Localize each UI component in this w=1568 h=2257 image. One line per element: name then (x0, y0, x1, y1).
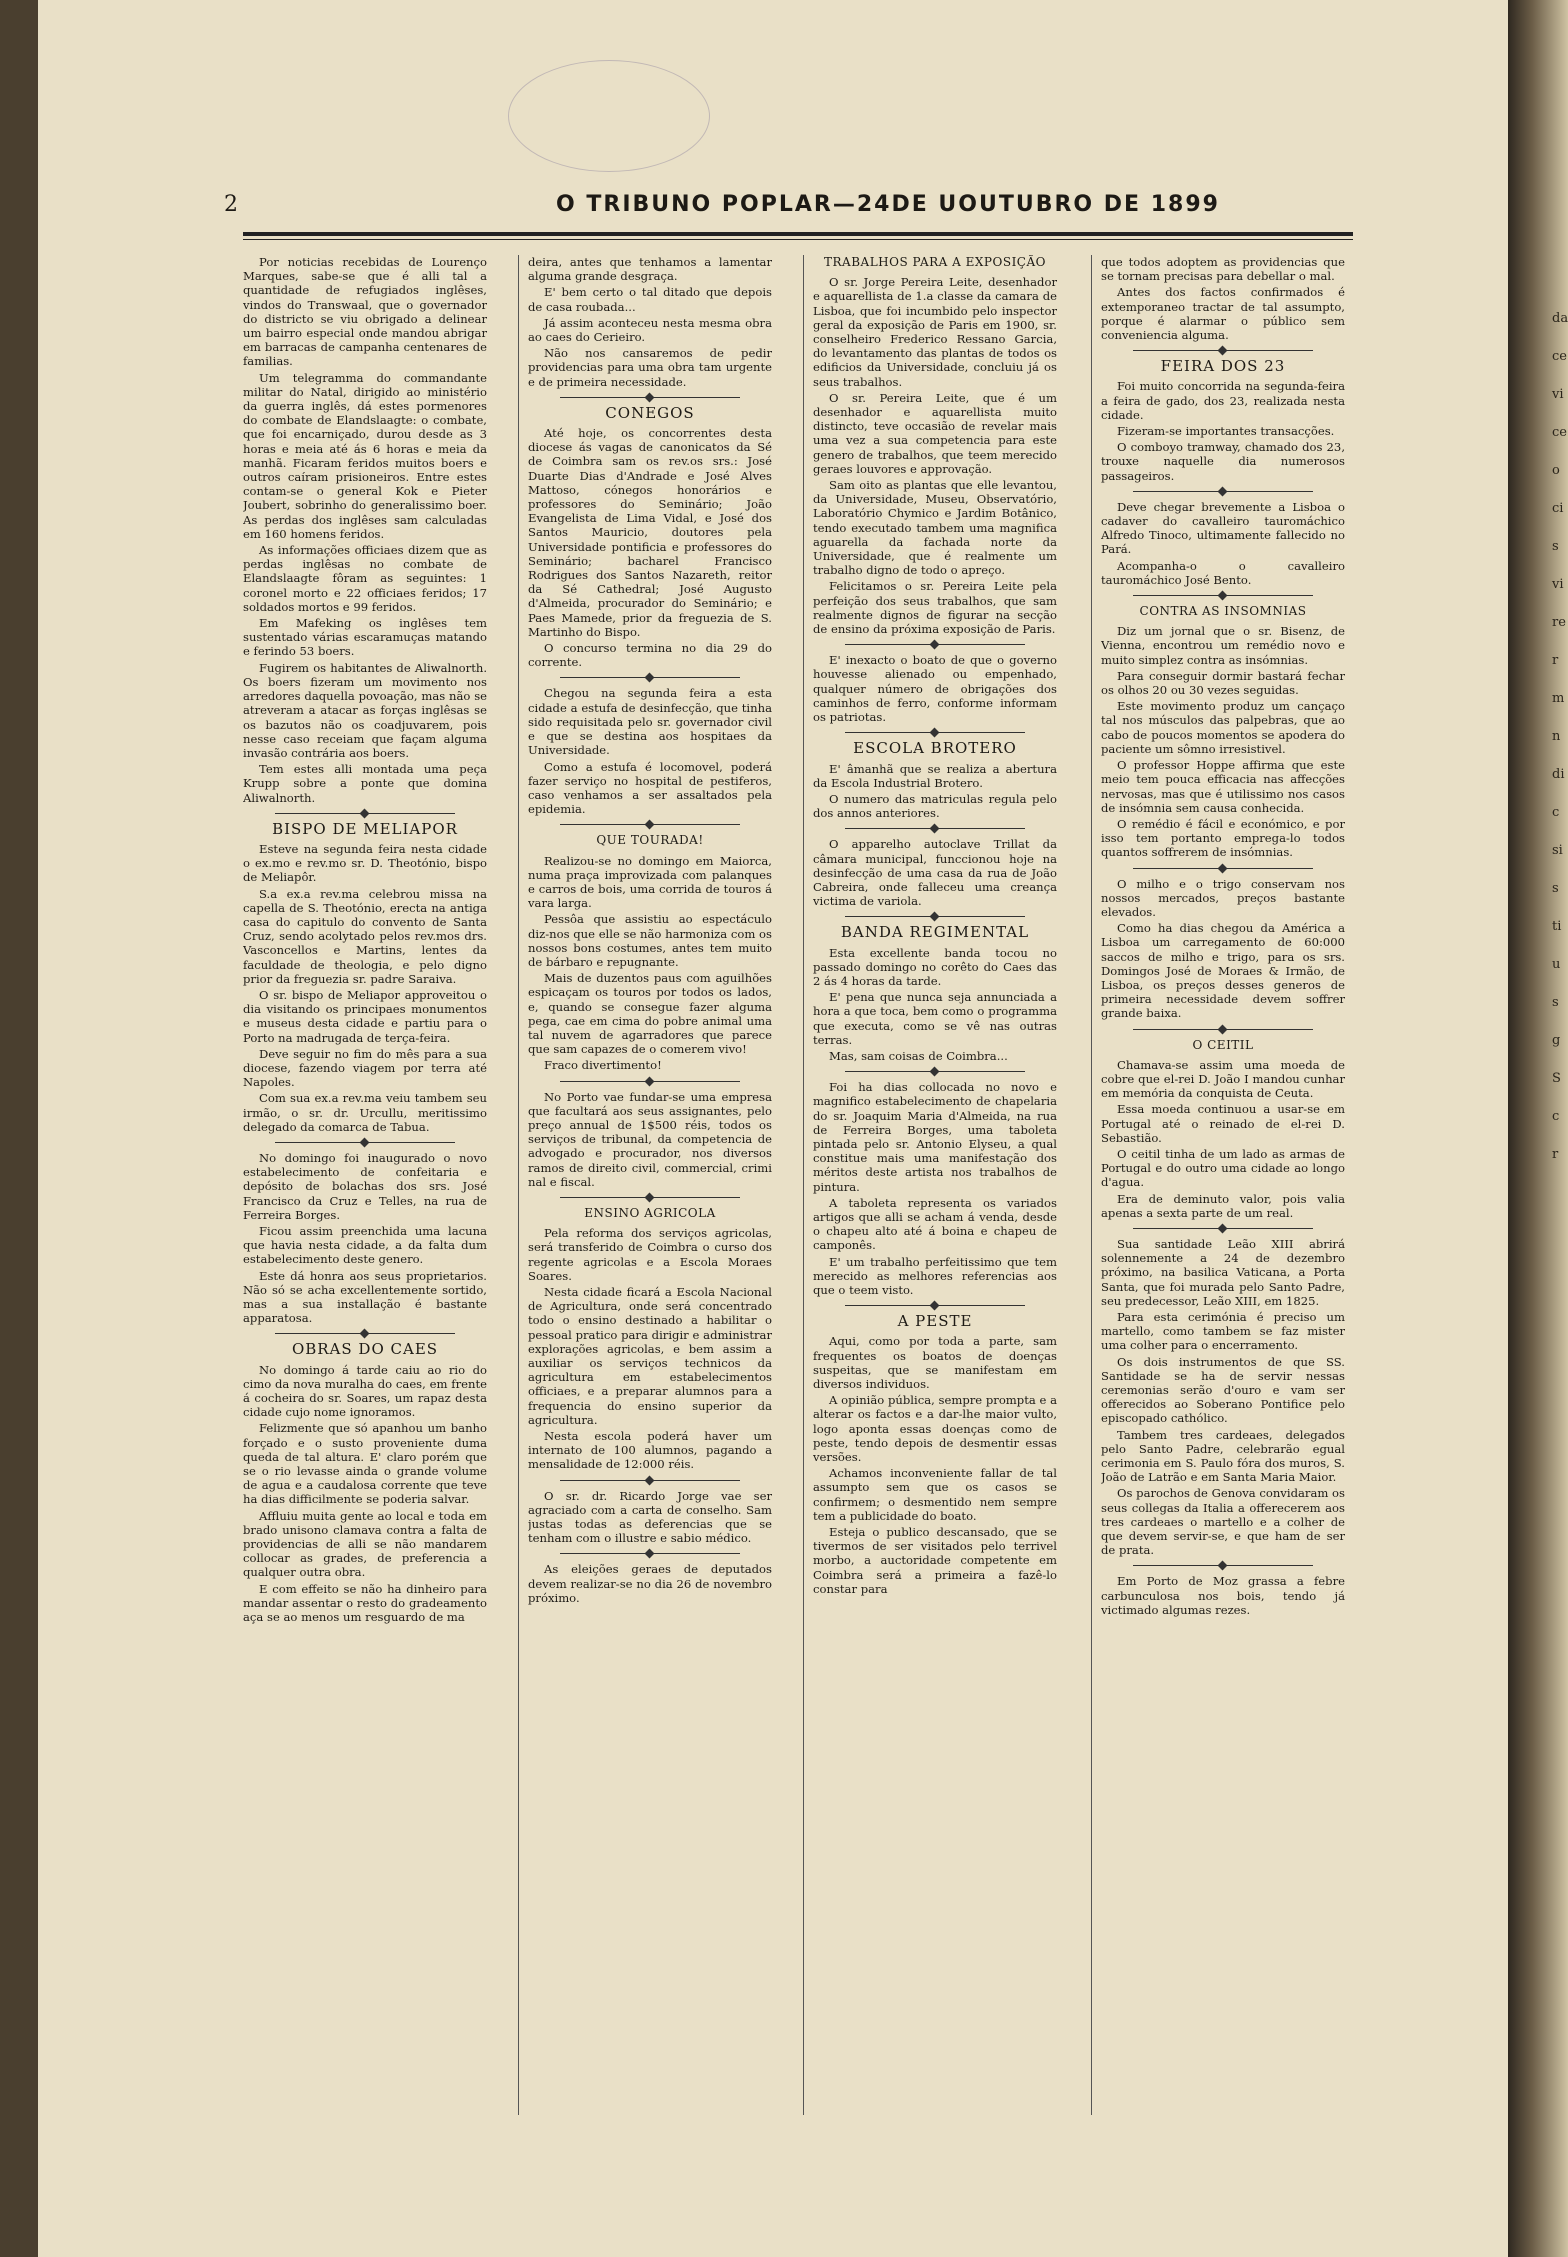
article-paragraph: O concurso termina no dia 29 do corrente. (528, 641, 772, 670)
article-paragraph: Affluiu muita gente ao local e toda em brado unisono clamava contra a falta de providencias de alli se não mandarem collocar as grades, de preferencia a qualquer outra obra. (243, 1508, 487, 1580)
article-paragraph: Os dois instrumentos de que SS. Santidade se ha de servir nessas ceremonias serão d'ouro e vam ser offerecidos ao Soberano Pontifice pelo episcopado cathólico. (1101, 1354, 1345, 1426)
article-paragraph: O remédio é fácil e económico, e por isso tem portanto emprega-lo todos quantos soffrerem de insómnias. (1101, 816, 1345, 860)
article-paragraph: Chamava-se assim uma moeda de cobre que el-rei D. João I mandou cunhar em memória da conquista de Ceuta. (1101, 1057, 1345, 1101)
article-paragraph: E com effeito se não ha dinheiro para mandar assentar o resto do gradeamento aça se ao menos um resguardo de ma (243, 1581, 487, 1625)
article-paragraph: Em Mafeking os inglêses tem sustentado várias escaramuças matando e ferindo 53 boers. (243, 616, 487, 659)
article-paragraph: Pela reforma dos serviços agricolas, será transferido de Coimbra o curso dos regente agricolas e a Escola Moraes Soares. (528, 1226, 772, 1283)
article-paragraph: Nesta cidade ficará a Escola Nacional de Agricultura, onde será concentrado todo o ensino destinado a habilitar o pessoal pratico para dirigir e administrar explorações agricolas, e bem assim a auxiliar os serviços technicos da agricultura em estabelecimentos officiaes, e a preparar alumnos para a frequencia do ensino superior da agricultura. (528, 1285, 772, 1427)
section-separator (560, 1197, 740, 1198)
section-heading: ENSINO AGRICOLA (584, 1205, 716, 1220)
article-paragraph: As eleições geraes de deputados devem realizar-se no dia 26 de novembro próximo. (528, 1562, 772, 1605)
article-paragraph: Ficou assim preenchida uma lacuna que havia nesta cidade, a da falta dum estabelecimento deste genero. (243, 1224, 487, 1267)
article-paragraph: A taboleta representa os variados artigos que alli se acham á venda, desde o chapeu alto até á boina e chapeu de camponês. (813, 1195, 1057, 1253)
article-paragraph: O sr. Pereira Leite, que é um desenhador e aquarellista muito distincto, teve occasião de revelar mais uma vez a sua competencia para este genero de trabalhos, que teem merecido geraes louvores e approvação. (813, 390, 1057, 476)
article-paragraph: O ceitil tinha de um lado as armas de Portugal e do outro uma cidade ao longo d'agua. (1101, 1146, 1345, 1190)
article-paragraph: Achamos inconveniente fallar de tal assumpto sem que os casos se confirmem; o desmentido nem sempre tem a publicidade do boato. (813, 1466, 1057, 1523)
article-paragraph: Deve chegar brevemente a Lisboa o cadaver do cavalleiro tauromáchico Alfredo Tinoco, ultimamente fallecido no Pará. (1101, 499, 1345, 557)
article-paragraph: Aqui, como por toda a parte, sam frequentes os boatos de doenças suspeitas, que se manifestam em diversos individuos. (813, 1334, 1057, 1392)
article-paragraph: O apparelho autoclave Trillat da câmara municipal, funccionou hoje na desinfecção de uma casa da rua de João Cabreira, onde falleceu uma creança victima de variola. (813, 837, 1057, 909)
section-heading: OBRAS DO CAES (291, 1340, 439, 1359)
section-separator (1133, 350, 1313, 351)
section-separator (845, 1071, 1025, 1072)
section-separator (1133, 1565, 1313, 1566)
article-paragraph: O sr. Jorge Pereira Leite, desenhador e aquarellista de 1.a classe da camara de Lisboa, que foi incumbido pelo inspector geral da exposição de Paris em 1900, sr. conselheiro Frederico Ressano Garcia, do levantamento das plantas de todos os edificios da Universidade, concluiu já os seus trabalhos. (813, 275, 1057, 389)
library-stamp (508, 60, 710, 172)
section-separator (845, 828, 1025, 829)
article-paragraph: E' inexacto o boato de que o governo houvesse alienado ou empenhado, qualquer número de obrigações dos caminhos de ferro, conforme informam os patriotas. (813, 653, 1057, 725)
article-paragraph: Acompanha-o o cavalleiro tauromáchico José Bento. (1101, 558, 1345, 587)
article-paragraph: O sr. dr. Ricardo Jorge vae ser agraciado com a carta de conselho. Sam justas todas as deferencias que se tenham com o illustre e sabio médico. (528, 1488, 772, 1546)
article-paragraph: Era de deminuto valor, pois valia apenas a sexta parte de um real. (1101, 1191, 1345, 1220)
section-separator (560, 1480, 740, 1481)
article-paragraph: O milho e o trigo conservam nos nossos mercados, preços bastante elevados. (1101, 876, 1345, 919)
section-separator (560, 677, 740, 678)
column-4 (1101, 255, 1345, 2125)
section-heading: A PESTE (897, 1312, 973, 1331)
section-heading: O CEITIL (1192, 1037, 1254, 1052)
article-paragraph: Tem estes alli montada uma peça Krupp sobre a ponte que domina Aliwalnorth. (243, 762, 487, 805)
article-paragraph: deira, antes que tenhamos a lamentar alguma grande desgraça. (528, 255, 772, 284)
section-separator (1133, 1029, 1313, 1030)
article-paragraph: Tambem tres cardeaes, delegados pelo Santo Padre, celebrarão egual cerimonia em S. Paulo fóra dos muros, S. João de Latrão e em Santa Maria Maior. (1101, 1427, 1345, 1485)
article-paragraph: Foi ha dias collocada no novo e magnifico estabelecimento de chapelaria do sr. Joaquim Maria d'Almeida, na rua de Ferreira Borges, uma taboleta pintada pelo sr. Antonio Elyseu, a qual constitue mais uma manifestação dos méritos deste artista nos trabalhos de pintura. (813, 1080, 1057, 1194)
article-paragraph: Essa moeda continuou a usar-se em Portugal até o reinado de el-rei D. Sebastião. (1101, 1102, 1345, 1145)
article-paragraph: Mas, sam coisas de Coimbra... (829, 1048, 1008, 1063)
article-paragraph: Foi muito concorrida na segunda-feira a feira de gado, dos 23, realizada nesta cidade. (1101, 379, 1345, 422)
column-3 (813, 255, 1057, 2125)
article-paragraph: Diz um jornal que o sr. Bisenz, de Vienna, encontrou um remédio novo e muito simplez contra as insómnias. (1101, 624, 1345, 667)
article-paragraph: Até hoje, os concorrentes desta diocese ás vagas de canonicatos da Sé de Coimbra sam os rev.os srs.: José Duarte Dias d'Andrade e José Alves Mattoso, cónegos honorários e professores do Seminário; João Evangelista de Lima Vidal, e José dos Santos Mauricio, doutores pela Universidade pontificia e professores do Seminário; bacharel Francisco Rodrigues dos Santos Nazareth, reitor da Sé Cathedral; José Augusto d'Almeida, procurador do Seminário; e Paes Mamede, prior da freguezia de S. Martinho do Bispo. (528, 426, 772, 639)
section-separator (1133, 595, 1313, 596)
page-number: 2 (224, 192, 238, 217)
article-paragraph: Antes dos factos confirmados é extemporaneo tractar de tal assumpto, porque é alarmar o público sem conveniencia alguma. (1101, 285, 1345, 343)
section-heading: QUE TOURADA! (596, 833, 704, 848)
article-paragraph: O sr. bispo de Meliapor approveitou o dia visitando os principaes monumentos e museus desta cidade e partiu para o Porto na madrugada de terça-feira. (243, 987, 487, 1045)
newspaper-title: O TRIBUNO POPLAR—24DE UOUTUBRO DE 1899 (556, 192, 1220, 217)
article-paragraph: O comboyo tramway, chamado dos 23, trouxe naquelle dia numerosos passageiros. (1101, 440, 1345, 483)
article-paragraph: Em Porto de Moz grassa a febre carbunculosa nos bois, tendo já victimado algumas rezes. (1101, 1574, 1345, 1617)
article-paragraph: No domingo á tarde caiu ao rio do cimo da nova muralha do caes, em frente á cocheira do sr. Soares, um rapaz desta cidade cujo nome ignoramos. (243, 1362, 487, 1420)
section-separator (845, 644, 1025, 645)
article-paragraph: No domingo foi inaugurado o novo estabelecimento de confeitaria e depósito de bolachas dos srs. José Francisco da Cruz e Telles, na rua de Ferreira Borges. (243, 1150, 487, 1222)
article-paragraph: Um telegramma do commandante militar do Natal, dirigido ao ministério da guerra inglês, dá estes pormenores do combate de Elandslaagte: o combate, que foi encarniçado, durou desde as 3 horas e meia até ás 6 horas e meia da manhã. Ficaram feridos muitos boers e outros caíram prisioneiros. Entre estes contam-se o general Kok e Pieter Joubert, sobrinho do generalissimo boer. As perdas dos inglêses sam calculadas em 160 homens feridos. (243, 370, 487, 541)
section-heading: CONTRA AS INSOMNIAS (1139, 604, 1307, 619)
section-separator (1133, 868, 1313, 869)
section-separator (275, 1333, 455, 1334)
column-divider (803, 255, 804, 2115)
article-paragraph: E' âmanhã que se realiza a abertura da Escola Industrial Brotero. (813, 761, 1057, 790)
adjacent-page-text: da ce vi ce o ci s vi re r m n di c si s ti u s g S c r (1552, 311, 1568, 1162)
article-paragraph: As informações officiaes dizem que as perdas inglêsas no combate de Elandslaagte fôram as seguintes: 1 coronel morto e 22 officiaes feridos; 17 soldados mortos e 99 feridos. (243, 543, 487, 614)
article-paragraph: Por noticias recebidas de Lourenço Marques, sabe-se que é alli tal a quantidade de refugiados inglêses, vindos do Transwaal, que o governador do districto se viu obrigado a delinear um bairro especial onde mandou abrigar em barracas de campanha centenares de familias. (243, 255, 487, 369)
section-separator (560, 397, 740, 398)
article-paragraph: S.a ex.a rev.ma celebrou missa na capella de S. Theotónio, erecta na antiga casa do capitulo do convento de Santa Cruz, sendo acolytado pelos rev.mos drs. Vasconcellos e Martins, lentes da faculdade de theologia, e pelo digno prior da freguezia sr. padre Saraiva. (243, 886, 487, 986)
article-paragraph: Esteja o publico descansado, que se tivermos de ser visitados pelo terrivel morbo, a auctoridade competente em Coimbra será a primeira a fazê-lo constar para (813, 1525, 1057, 1596)
article-paragraph: Já assim aconteceu nesta mesma obra ao caes do Cerieiro. (528, 315, 772, 345)
section-separator (845, 732, 1025, 733)
article-paragraph: Esta excellente banda tocou no passado domingo no corêto do Caes das 2 ás 4 horas da tarde. (813, 945, 1057, 988)
article-paragraph: Para conseguir dormir bastará fechar os olhos 20 ou 30 vezes seguidas. (1101, 668, 1345, 698)
article-paragraph: A opinião pública, sempre prompta e a alterar os factos e a dar-lhe maior vulto, logo aponta essas doenças como de peste, tendo depois de desmentir essas versões. (813, 1393, 1057, 1465)
section-heading: BANDA REGIMENTAL (840, 923, 1030, 942)
article-paragraph: Como ha dias chegou da América a Lisboa um carregamento de 60:000 saccos de milho e trigo, para os srs. Domingos José de Moraes & Irmão, de Lisboa, os preços desses generos de primeira necessidade devem soffrer grande baixa. (1101, 921, 1345, 1021)
section-heading: ESCOLA BROTERO (853, 739, 1017, 758)
article-paragraph: Nesta escola poderá haver um internato de 100 alumnos, pagando a mensalidade de 12:000 réis. (528, 1429, 772, 1472)
article-paragraph: E' pena que nunca seja annunciada a hora a que toca, bem como o programma que executa, como se vê nas outras terras. (813, 990, 1057, 1047)
section-heading: TRABALHOS PARA A EXPOSIÇÃO (824, 255, 1046, 269)
column-divider (1091, 255, 1092, 2115)
article-paragraph: Deve seguir no fim do mês para a sua diocese, fazendo viagem por terra até Napoles. (243, 1046, 487, 1090)
article-paragraph: Para esta cerimónia é preciso um martello, como tambem se faz mister uma colher para o encerramento. (1101, 1310, 1345, 1353)
article-paragraph: Fugirem os habitantes de Aliwalnorth. Os boers fizeram um movimento nos arredores daquella povoação, mas não se atreveram a atacar as forças inglêsas se os bazutos não os coadjuvarem, pois nesse caso receiam que façam alguma invasão contrária aos boers. (243, 660, 487, 760)
article-paragraph: Pessôa que assistiu ao espectáculo diz-nos que elle se não harmoniza com os nossos bons costumes, antes tem muito de bárbaro e repugnante. (528, 912, 772, 969)
section-separator (275, 813, 455, 814)
article-paragraph: Fraco divertimento! (544, 1058, 662, 1073)
article-paragraph: Felizmente que só apanhou um banho forçado e o susto proveniente duma queda de tal altura. E' claro porém que se o rio levasse ainda o grande volume de agua e a caudalosa corrente que teve ha dias difficilmente se poderia salvar. (243, 1421, 487, 1507)
section-separator (560, 824, 740, 825)
article-paragraph: Sua santidade Leão XIII abrirá solennemente a 24 de dezembro próximo, na basilica Vaticana, a Porta Santa, que foi murada pelo Santo Padre, seu predecessor, Leão XIII, em 1825. (1101, 1236, 1345, 1308)
newspaper-page (38, 0, 1510, 2257)
article-paragraph: No Porto vae fundar-se uma empresa que facultará aos seus assignantes, pelo preço annual de 1$500 réis, todos os serviços de tribunal, da competencia de advogado e procurador, nos diversos ramos de direito civil, commercial, crimi nal e fiscal. (528, 1089, 772, 1189)
section-heading: FEIRA DOS 23 (1160, 357, 1286, 376)
section-separator (1133, 1228, 1313, 1229)
header-rule-thin (243, 239, 1353, 240)
article-paragraph: Esteve na segunda feira nesta cidade o ex.mo e rev.mo sr. D. Theotónio, bispo de Meliapôr. (243, 841, 487, 885)
article-paragraph: Sam oito as plantas que elle levantou, da Universidade, Museu, Observatório, Laboratório Chymico e Jardim Botânico, tendo executado tambem uma magnifica aguarella da fachada norte da Universidade, que é realmente um trabalho digno de todo o apreço. (813, 478, 1057, 578)
section-separator (560, 1553, 740, 1554)
section-separator (275, 1142, 455, 1143)
article-paragraph: O numero das matriculas regula pelo dos annos anteriores. (813, 791, 1057, 821)
section-heading: CONEGOS (605, 403, 695, 422)
column-2 (528, 255, 772, 2125)
section-heading: BISPO DE MELIAPOR (272, 819, 458, 838)
article-paragraph: Como a estufa é locomovel, poderá fazer serviço no hospital de pestiferos, caso venhamos a ser assaltados pela epidemia. (528, 759, 772, 817)
header-rule (243, 232, 1353, 236)
article-paragraph: Este dá honra aos seus proprietarios. Não só se acha excellentemente sortido, mas a sua installação é bastante apparatosa. (243, 1268, 487, 1326)
article-paragraph: Fizeram-se importantes transacções. (1117, 424, 1335, 439)
article-paragraph: Não nos cansaremos de pedir providencias para uma obra tam urgente e de primeira necessidade. (528, 346, 772, 389)
article-paragraph: E' bem certo o tal ditado que depois de casa roubada... (528, 285, 772, 314)
column-divider (518, 255, 519, 2115)
article-paragraph: Chegou na segunda feira a esta cidade a estufa de desinfecção, que tinha sido requisitada pelo sr. governador civil e que se destina aos hospitaes da Universidade. (528, 686, 772, 758)
article-paragraph: Com sua ex.a rev.ma veiu tambem seu irmão, o sr. dr. Urcullu, meritissimo delegado da comarca de Tabua. (243, 1091, 487, 1134)
section-separator (845, 916, 1025, 917)
article-paragraph: que todos adoptem as providencias que se tornam precisas para debellar o mal. (1101, 255, 1345, 284)
column-1 (243, 255, 487, 2125)
section-separator (560, 1081, 740, 1082)
article-paragraph: Este movimento produz um cançaço tal nos músculos das palpebras, que ao cabo de poucos momentos se apodera do paciente um sômno irresistivel. (1101, 699, 1345, 756)
article-paragraph: Os parochos de Genova convidaram os seus collegas da Italia a offerecerem aos tres cardeaes o martello e a colher de que devem servir-se, e que ham de ser de prata. (1101, 1486, 1345, 1558)
article-paragraph: E' um trabalho perfeitissimo que tem merecido as melhores referencias aos que o teem visto. (813, 1254, 1057, 1297)
section-separator (1133, 491, 1313, 492)
article-paragraph: Realizou-se no domingo em Maiorca, numa praça improvizada com palanques e carros de bois, uma corrida de touros á vara larga. (528, 853, 772, 911)
article-paragraph: O professor Hoppe affirma que este meio tem pouca efficacia nas affecções nervosas, mas que é utilissimo nos casos de insómnia sem causa conhecida. (1101, 758, 1345, 815)
article-paragraph: Mais de duzentos paus com aguilhões espicaçam os touros por todos os lados, e, quando se consegue fazer alguma pega, cae em cima do pobre animal uma tal nuvem de agarradores que parece que sam capazes de o comerem vivo! (528, 971, 772, 1057)
article-paragraph: Felicitamos o sr. Pereira Leite pela perfeição dos seus trabalhos, que sam realmente dignos de figurar na secção de ensino da próxima exposição de Paris. (813, 579, 1057, 637)
section-separator (845, 1305, 1025, 1306)
